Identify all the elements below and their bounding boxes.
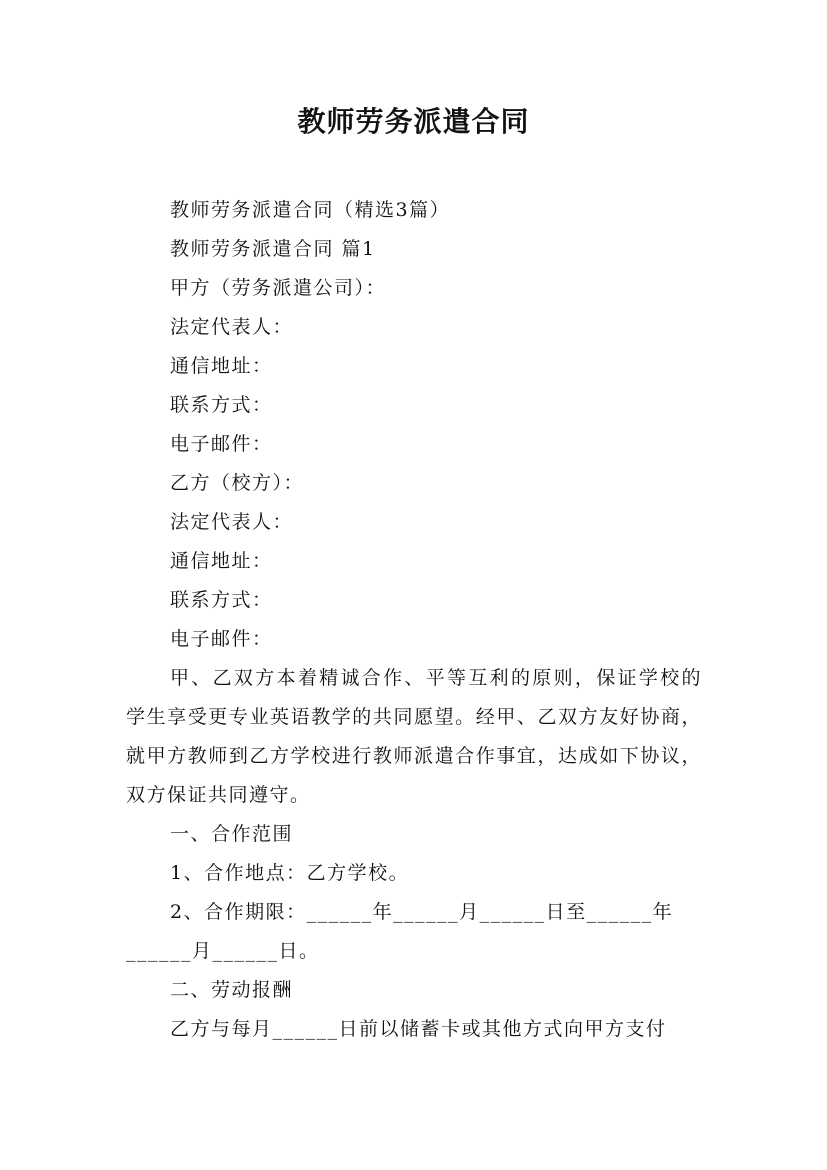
clause-term-line2: ______月______日。 bbox=[126, 940, 320, 962]
party-b-address: 通信地址： bbox=[170, 550, 273, 572]
clause-location: 1、合作地点：乙方学校。 bbox=[170, 862, 410, 884]
party-b-email: 电子邮件： bbox=[170, 628, 273, 650]
party-a-label: 甲方（劳务派遣公司）： bbox=[170, 277, 387, 299]
party-a-contact: 联系方式： bbox=[170, 394, 273, 416]
section-heading-scope: 一、合作范围 bbox=[170, 823, 294, 845]
document-body bbox=[126, 191, 702, 1049]
clause-term-line1: 2、合作期限：______年______月______日至______年 bbox=[170, 901, 674, 923]
clause-payment: 乙方与每月______日前以储蓄卡或其他方式向甲方支付 bbox=[170, 1018, 667, 1040]
chapter-heading-1: 教师劳务派遣合同 篇1 bbox=[170, 238, 376, 260]
party-a-legal-rep: 法定代表人： bbox=[170, 316, 294, 338]
section-heading-remuneration: 二、劳动报酬 bbox=[170, 979, 294, 1001]
party-b-legal-rep: 法定代表人： bbox=[170, 511, 294, 533]
document-title: 教师劳务派遣合同 bbox=[297, 105, 530, 138]
party-a-address: 通信地址： bbox=[170, 355, 273, 377]
subtitle-selected-3: 教师劳务派遣合同（精选3篇） bbox=[170, 199, 451, 221]
party-b-contact: 联系方式： bbox=[170, 589, 273, 611]
party-b-label: 乙方（校方）： bbox=[170, 472, 305, 494]
intro-paragraph: 甲、乙双方本着精诚合作、平等互利的原则，保证学校的学生享受更专业英语教学的共同愿望。经甲、乙双方友好协商，就甲方教师到乙方学校进行教师派遣合作事宜，达成如下协议，双方保证共同遵守。 bbox=[126, 667, 702, 806]
party-a-email: 电子邮件： bbox=[170, 433, 273, 455]
